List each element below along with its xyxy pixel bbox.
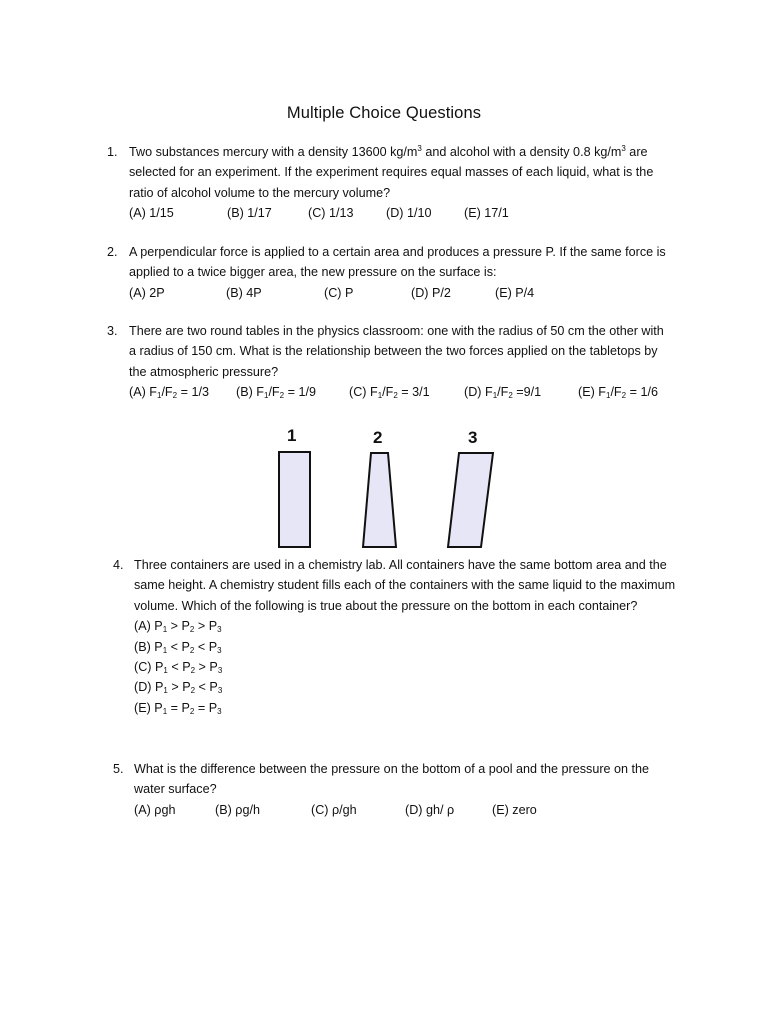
option-e[interactable]: (E) 17/1 (464, 206, 509, 221)
option-d[interactable]: (D) $P_1 > P_2 < P_3$ (134, 680, 223, 696)
option-e[interactable]: (E) P/4 (495, 285, 535, 300)
option-c[interactable]: (C) ρ/gh (311, 802, 357, 817)
option-b[interactable]: (B) $P_1 < P_2 < P_3$ (134, 639, 222, 655)
container-1 (279, 452, 310, 547)
option-a[interactable]: (A) $P_1 > P_2 > P_3$ (134, 619, 222, 635)
option-e[interactable]: (E) zero (492, 802, 537, 817)
answer-options (129, 382, 669, 402)
option-a[interactable]: (A) ρgh (134, 802, 176, 817)
question-number: 2. (107, 245, 118, 259)
option-a[interactable]: (A) $F_1/F_2 = 1/3$ (129, 385, 209, 401)
option-d[interactable]: (D) gh/ ρ (405, 802, 455, 817)
option-c[interactable]: (C) $P_1 < P_2 > P_3$ (134, 660, 223, 676)
option-e[interactable]: (E) $P_1 = P_2 = P_3$ (134, 700, 222, 716)
option-a[interactable]: (A) 2P (129, 285, 165, 300)
containers-diagram (270, 420, 510, 550)
question-body (129, 321, 669, 403)
answer-options (134, 800, 682, 820)
answer-options (129, 203, 669, 223)
container-2 (363, 453, 396, 547)
question-text: A perpendicular force is applied to a certain area and produces a pressure P. If the same force is applied to a twice bigger area, the new pressure on the surface is: (129, 245, 666, 280)
option-a[interactable]: (A) 1/15 (129, 206, 174, 221)
option-c[interactable]: (C) 1/13 (308, 206, 354, 221)
option-d[interactable]: (D) $F_1/F_2 =9/1$ (464, 385, 542, 401)
option-c[interactable]: (C) $F_1/F_2 = 3/1$ (349, 385, 430, 401)
option-c[interactable]: (C) P (324, 285, 354, 300)
option-d[interactable]: (D) 1/10 (386, 206, 432, 221)
container-3 (448, 453, 493, 547)
question-number: 1. (107, 145, 118, 159)
question-number: 4. (113, 558, 124, 572)
question-text: Three containers are used in a chemistry lab. All containers have the same bottom area and the same height. A chemistry student fills each of the containers with the same liquid to the maximum volume. Which of the following is true about the pressure on the bottom in each container? (134, 558, 676, 613)
question-text: There are two round tables in the physics classroom: one with the radius of 50 cm the other with a radius of 150 cm. What is the relationship between the two forces applied on the tabletops by the atmospheric pressure? (129, 324, 664, 379)
question-number: 5. (113, 762, 124, 776)
question-body (129, 242, 669, 303)
option-b[interactable]: (B) 4P (226, 285, 262, 300)
option-e[interactable]: (E) $F_1/F_2 = 1/6$ (578, 385, 658, 401)
answer-options (129, 283, 669, 303)
question-number: 3. (107, 324, 118, 338)
container-2-label: 2 (373, 428, 383, 447)
container-1-label: 1 (287, 426, 297, 445)
page-title: Multiple Choice Questions (286, 104, 482, 122)
question-text: Two substances mercury with a density 13600 $kg/m^3$ and alcohol with a density 0.8 $kg/m^3$ are selected for an experiment. If the experiment requires equal masses of each liquid, what is the ratio of alcohol volume to the mercury volume? (129, 144, 654, 200)
container-3-label: 3 (468, 428, 478, 447)
question-body (129, 142, 669, 224)
question-text: What is the difference between the pressure on the bottom of a pool and the pressure on the water surface? (134, 762, 650, 797)
option-b[interactable]: (B) ρg/h (215, 802, 260, 817)
option-b[interactable]: (B) $F_1/F_2 = 1/9$ (236, 385, 316, 401)
question-body (134, 759, 682, 820)
option-b[interactable]: (B) 1/17 (227, 206, 272, 221)
question-body (134, 555, 682, 718)
option-d[interactable]: (D) P/2 (411, 285, 451, 300)
